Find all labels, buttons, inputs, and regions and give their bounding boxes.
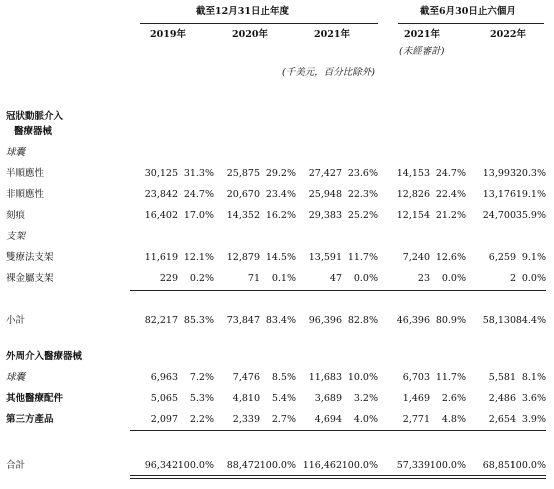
amount-cell: 23 bbox=[417, 273, 430, 284]
percent-cell: 80.9% bbox=[435, 315, 466, 326]
amount-cell: 58,130 bbox=[482, 315, 516, 326]
amount-cell: 88,472 bbox=[226, 460, 260, 471]
percent-cell: 100.0% bbox=[259, 460, 296, 471]
percent-cell: 25.2% bbox=[347, 210, 378, 221]
percent-cell: 20.3% bbox=[515, 168, 546, 179]
row-label: 冠狀動脈介入 bbox=[6, 111, 64, 122]
percent-cell: 3.6% bbox=[521, 393, 546, 404]
percent-cell: 23.4% bbox=[265, 189, 296, 200]
amount-cell: 229 bbox=[159, 273, 178, 284]
amount-cell: 1,469 bbox=[402, 393, 430, 404]
percent-cell: 2.7% bbox=[271, 414, 296, 425]
year-2021-header: 2021年 bbox=[314, 29, 350, 40]
amount-cell: 2 bbox=[509, 273, 516, 284]
amount-cell: 73,847 bbox=[226, 315, 260, 326]
percent-cell: 11.7% bbox=[435, 372, 466, 383]
period-annual-rule bbox=[140, 23, 378, 24]
amount-cell: 2,771 bbox=[402, 414, 430, 425]
percent-cell: 12.1% bbox=[183, 252, 214, 263]
percent-cell: 0.1% bbox=[271, 273, 296, 284]
amount-cell: 46,396 bbox=[396, 315, 430, 326]
row-label: 其他醫療配件 bbox=[6, 393, 64, 404]
amount-cell: 116,462 bbox=[302, 460, 342, 471]
amount-cell: 2,486 bbox=[488, 393, 516, 404]
percent-cell: 85.3% bbox=[183, 315, 214, 326]
row-label: 第三方產品 bbox=[6, 414, 54, 425]
amount-cell: 11,619 bbox=[144, 252, 178, 263]
amount-cell: 6,259 bbox=[488, 252, 516, 263]
amount-cell: 4,694 bbox=[314, 414, 342, 425]
year-2019-header: 2019年 bbox=[150, 29, 186, 40]
amount-cell: 13,993 bbox=[482, 168, 516, 179]
row-label: 非順應性 bbox=[6, 189, 45, 200]
period-half-rule bbox=[398, 23, 544, 24]
amount-cell: 4,810 bbox=[232, 393, 260, 404]
amount-cell: 20,670 bbox=[226, 189, 260, 200]
amount-cell: 25,875 bbox=[226, 168, 260, 179]
percent-cell: 7.2% bbox=[189, 372, 214, 383]
percent-cell: 2.2% bbox=[189, 414, 214, 425]
percent-cell: 14.5% bbox=[265, 252, 296, 263]
amount-cell: 2,654 bbox=[488, 414, 516, 425]
percent-cell: 100.0% bbox=[177, 460, 214, 471]
percent-cell: 8.1% bbox=[521, 372, 546, 383]
period-annual-header: 截至12月31日止年度 bbox=[196, 6, 289, 17]
row-label: 支架 bbox=[6, 231, 26, 242]
percent-cell: 4.8% bbox=[441, 414, 466, 425]
percent-cell: 3.9% bbox=[521, 414, 546, 425]
subtotal-rule bbox=[130, 290, 546, 291]
percent-cell: 23.6% bbox=[347, 168, 378, 179]
amount-cell: 24,700 bbox=[482, 210, 516, 221]
amount-cell: 7,240 bbox=[402, 252, 430, 263]
amount-cell: 7,476 bbox=[232, 372, 260, 383]
year-2021-half-header: 2021年 bbox=[404, 29, 440, 40]
unaudited-note: (未經審計) bbox=[399, 46, 445, 57]
amount-cell: 16,402 bbox=[144, 210, 178, 221]
percent-cell: 9.1% bbox=[521, 252, 546, 263]
amount-cell: 6,963 bbox=[150, 372, 178, 383]
amount-cell: 47 bbox=[329, 273, 342, 284]
percent-cell: 0.0% bbox=[441, 273, 466, 284]
row-label: 小計 bbox=[6, 315, 26, 326]
percent-cell: 100.0% bbox=[429, 460, 466, 471]
amount-cell: 96,396 bbox=[308, 315, 342, 326]
percent-cell: 29.2% bbox=[265, 168, 296, 179]
amount-cell: 3,689 bbox=[314, 393, 342, 404]
percent-cell: 83.4% bbox=[265, 315, 296, 326]
amount-cell: 12,154 bbox=[396, 210, 430, 221]
row-label: 球囊 bbox=[6, 372, 26, 383]
percent-cell: 24.7% bbox=[183, 189, 214, 200]
percent-cell: 12.6% bbox=[435, 252, 466, 263]
row-label: 半順應性 bbox=[6, 168, 45, 179]
total-rule bbox=[130, 430, 546, 431]
percent-cell: 8.5% bbox=[271, 372, 296, 383]
percent-cell: 0.0% bbox=[521, 273, 546, 284]
percent-cell: 4.0% bbox=[353, 414, 378, 425]
row-label: 醫療器械 bbox=[14, 126, 53, 137]
amount-cell: 57,339 bbox=[396, 460, 430, 471]
amount-cell: 68,851 bbox=[482, 460, 516, 471]
percent-cell: 22.3% bbox=[347, 189, 378, 200]
amount-cell: 96,342 bbox=[144, 460, 178, 471]
amount-cell: 5,581 bbox=[488, 372, 516, 383]
percent-cell: 24.7% bbox=[435, 168, 466, 179]
percent-cell: 0.2% bbox=[189, 273, 214, 284]
percent-cell: 100.0% bbox=[341, 460, 378, 471]
amount-cell: 23,842 bbox=[144, 189, 178, 200]
amount-cell: 14,153 bbox=[396, 168, 430, 179]
amount-cell: 12,879 bbox=[226, 252, 260, 263]
year-2020-header: 2020年 bbox=[232, 29, 268, 40]
amount-cell: 14,352 bbox=[226, 210, 260, 221]
amount-cell: 29,383 bbox=[308, 210, 342, 221]
percent-cell: 35.9% bbox=[515, 210, 546, 221]
percent-cell: 17.0% bbox=[183, 210, 214, 221]
amount-cell: 12,826 bbox=[396, 189, 430, 200]
amount-cell: 82,217 bbox=[144, 315, 178, 326]
total-double-rule bbox=[130, 475, 546, 479]
amount-cell: 5,065 bbox=[150, 393, 178, 404]
percent-cell: 19.1% bbox=[515, 189, 546, 200]
row-label: 刻痕 bbox=[6, 210, 26, 221]
amount-cell: 13,176 bbox=[482, 189, 516, 200]
row-label: 外周介入醫療器械 bbox=[6, 351, 83, 362]
unit-note: (千美元，百分比除外) bbox=[282, 67, 375, 78]
amount-cell: 2,097 bbox=[150, 414, 178, 425]
row-label: 裸金屬支架 bbox=[6, 273, 54, 284]
amount-cell: 13,591 bbox=[308, 252, 342, 263]
percent-cell: 82.8% bbox=[347, 315, 378, 326]
percent-cell: 100.0% bbox=[509, 460, 546, 471]
amount-cell: 2,339 bbox=[232, 414, 260, 425]
amount-cell: 71 bbox=[247, 273, 260, 284]
percent-cell: 31.3% bbox=[183, 168, 214, 179]
row-label: 合計 bbox=[6, 460, 26, 471]
percent-cell: 11.7% bbox=[347, 252, 378, 263]
percent-cell: 84.4% bbox=[515, 315, 546, 326]
percent-cell: 0.0% bbox=[353, 273, 378, 284]
amount-cell: 11,683 bbox=[308, 372, 342, 383]
amount-cell: 6,703 bbox=[402, 372, 430, 383]
percent-cell: 5.4% bbox=[271, 393, 296, 404]
percent-cell: 3.2% bbox=[353, 393, 378, 404]
percent-cell: 22.4% bbox=[435, 189, 466, 200]
row-label: 雙療法支架 bbox=[6, 252, 54, 263]
percent-cell: 10.0% bbox=[347, 372, 378, 383]
amount-cell: 27,427 bbox=[308, 168, 342, 179]
row-label: 球囊 bbox=[6, 147, 26, 158]
percent-cell: 21.2% bbox=[435, 210, 466, 221]
year-2022-half-header: 2022年 bbox=[490, 29, 526, 40]
percent-cell: 2.6% bbox=[441, 393, 466, 404]
amount-cell: 30,125 bbox=[144, 168, 178, 179]
percent-cell: 5.3% bbox=[189, 393, 214, 404]
period-half-header: 截至6月30日止六個月 bbox=[420, 6, 516, 17]
percent-cell: 16.2% bbox=[265, 210, 296, 221]
amount-cell: 25,948 bbox=[308, 189, 342, 200]
